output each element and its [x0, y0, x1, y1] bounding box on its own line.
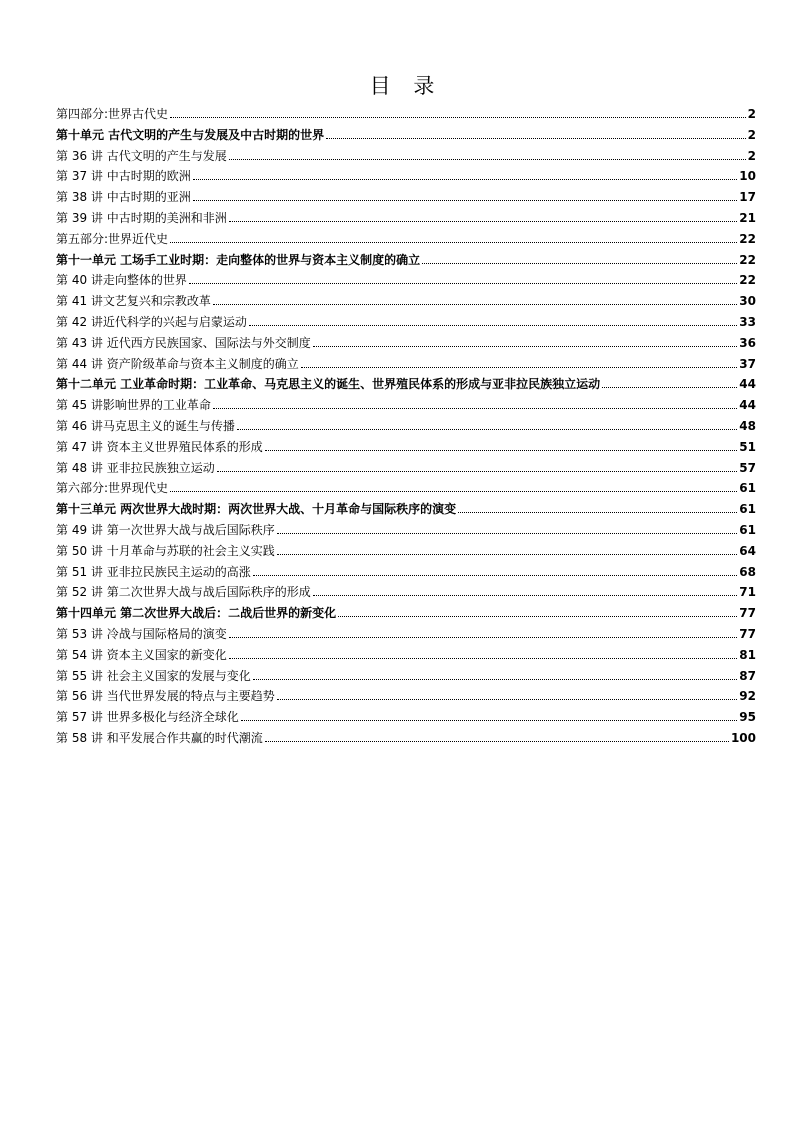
toc-entry-page-number: 71: [739, 585, 756, 600]
toc-entry[interactable]: [56, 374, 756, 395]
toc-entry-label: 第 46 讲马克思主义的诞生与传播: [56, 418, 235, 433]
toc-entry-page-number: 2: [747, 107, 756, 121]
toc-dot-leader: [265, 741, 729, 742]
toc-entry-label: 第 36 讲 古代文明的产生与发展: [56, 148, 227, 163]
toc-entry[interactable]: [56, 208, 756, 229]
toc-dot-leader: [213, 408, 737, 409]
toc-dot-leader: [237, 429, 737, 430]
toc-entry-page-number: 44: [739, 377, 756, 392]
toc-entry-label: 第 38 讲 中古时期的亚洲: [56, 190, 191, 205]
toc-entry-label: 第 55 讲 社会主义国家的发展与变化: [56, 668, 251, 683]
toc-entry-page-number: 92: [739, 689, 756, 704]
toc-dot-leader: [213, 304, 737, 305]
toc-entry-label: 第 37 讲 中古时期的欧洲: [56, 169, 191, 184]
toc-dot-leader: [229, 159, 746, 160]
toc-entry[interactable]: [56, 624, 756, 645]
toc-entry-page-number: 87: [739, 668, 756, 683]
toc-entry[interactable]: [56, 499, 756, 520]
toc-entry[interactable]: [56, 146, 756, 167]
toc-entry[interactable]: [56, 520, 756, 541]
toc-entry-label: 第五部分:世界近代史: [56, 231, 169, 246]
toc-list: [56, 104, 756, 749]
toc-dot-leader: [602, 387, 737, 388]
toc-entry[interactable]: [56, 707, 756, 728]
toc-entry-page-number: 30: [739, 294, 756, 309]
toc-dot-leader: [170, 491, 737, 492]
toc-dot-leader: [217, 471, 738, 472]
toc-dot-leader: [189, 283, 737, 284]
toc-entry[interactable]: [56, 166, 756, 187]
toc-entry[interactable]: [56, 291, 756, 312]
toc-entry-page-number: 100: [730, 730, 756, 745]
toc-entry-label: 第十单元 古代文明的产生与发展及中古时期的世界: [56, 127, 325, 142]
toc-entry-page-number: 22: [739, 273, 756, 288]
toc-entry-page-number: 10: [739, 169, 756, 184]
toc-entry-page-number: 48: [739, 418, 756, 433]
toc-entry-page-number: 51: [739, 439, 756, 454]
toc-entry[interactable]: [56, 437, 756, 458]
toc-dot-leader: [229, 637, 738, 638]
toc-entry-page-number: 64: [739, 543, 756, 558]
toc-dot-leader: [338, 616, 737, 617]
toc-dot-leader: [253, 575, 738, 576]
toc-dot-leader: [170, 117, 746, 118]
toc-entry-label: 第十二单元 工业革命时期：工业革命、马克思主义的诞生、世界殖民体系的形成与亚非拉民族独立运动: [56, 377, 601, 392]
toc-dot-leader: [265, 450, 738, 451]
toc-dot-leader: [241, 720, 738, 721]
toc-entry[interactable]: [56, 541, 756, 562]
toc-entry-label: 第四部分:世界古代史: [56, 107, 169, 121]
toc-entry[interactable]: [56, 562, 756, 583]
toc-entry-label: 第 51 讲 亚非拉民族民主运动的高涨: [56, 564, 251, 579]
toc-entry-page-number: 61: [739, 481, 756, 496]
toc-entry-page-number: 2: [747, 148, 756, 163]
toc-entry-label: 第 53 讲 冷战与国际格局的演变: [56, 626, 227, 641]
toc-entry[interactable]: [56, 229, 756, 250]
toc-entry[interactable]: [56, 686, 756, 707]
toc-dot-leader: [249, 325, 737, 326]
toc-entry-page-number: 61: [739, 502, 756, 517]
toc-dot-leader: [277, 554, 738, 555]
toc-entry[interactable]: [56, 728, 756, 749]
toc-entry-label: 第 42 讲近代科学的兴起与启蒙运动: [56, 314, 247, 329]
toc-entry-label: 第 45 讲影响世界的工业革命: [56, 398, 211, 413]
toc-entry[interactable]: [56, 187, 756, 208]
toc-entry-page-number: 68: [739, 564, 756, 579]
toc-dot-leader: [277, 699, 738, 700]
toc-entry-label: 第 41 讲文艺复兴和宗教改革: [56, 294, 211, 309]
toc-entry-label: 第 40 讲走向整体的世界: [56, 273, 187, 288]
toc-entry-page-number: 22: [739, 231, 756, 246]
toc-entry[interactable]: [56, 312, 756, 333]
toc-entry-label: 第 44 讲 资产阶级革命与资本主义制度的确立: [56, 356, 299, 371]
toc-entry-label: 第 39 讲 中古时期的美洲和非洲: [56, 210, 227, 225]
toc-entry-page-number: 77: [739, 626, 756, 641]
toc-dot-leader: [301, 367, 738, 368]
toc-entry[interactable]: [56, 603, 756, 624]
toc-dot-leader: [229, 658, 738, 659]
toc-dot-leader: [313, 595, 738, 596]
toc-title: 目 录: [369, 74, 443, 98]
toc-entry-label: 第 47 讲 资本主义世界殖民体系的形成: [56, 439, 263, 454]
toc-dot-leader: [193, 200, 738, 201]
toc-entry-page-number: 44: [739, 398, 756, 413]
toc-entry-label: 第 56 讲 当代世界发展的特点与主要趋势: [56, 689, 275, 704]
toc-entry[interactable]: [56, 666, 756, 687]
toc-dot-leader: [313, 346, 738, 347]
toc-entry-label: 第十三单元 两次世界大战时期：两次世界大战、十月革命与国际秩序的演变: [56, 502, 457, 517]
toc-entry-label: 第 54 讲 资本主义国家的新变化: [56, 647, 227, 662]
toc-entry-page-number: 37: [739, 356, 756, 371]
toc-page: [56, 68, 756, 749]
toc-entry[interactable]: [56, 125, 756, 146]
toc-entry[interactable]: [56, 582, 756, 603]
toc-entry-page-number: 22: [739, 252, 756, 267]
toc-entry[interactable]: [56, 270, 756, 291]
toc-dot-leader: [253, 679, 738, 680]
toc-dot-leader: [193, 179, 738, 180]
toc-entry-label: 第 50 讲 十月革命与苏联的社会主义实践: [56, 543, 275, 558]
toc-entry[interactable]: [56, 395, 756, 416]
toc-entry-page-number: 61: [739, 522, 756, 537]
toc-entry-label: 第 57 讲 世界多极化与经济全球化: [56, 710, 239, 725]
toc-entry-page-number: 21: [739, 210, 756, 225]
toc-dot-leader: [326, 138, 745, 139]
toc-entry[interactable]: [56, 416, 756, 437]
toc-entry-page-number: 95: [739, 710, 756, 725]
toc-dot-leader: [422, 263, 737, 264]
toc-entry[interactable]: [56, 104, 756, 125]
toc-entry-page-number: 2: [747, 127, 756, 142]
toc-dot-leader: [170, 242, 737, 243]
toc-entry[interactable]: [56, 354, 756, 375]
toc-entry-page-number: 57: [739, 460, 756, 475]
toc-entry-label: 第六部分:世界现代史: [56, 481, 169, 496]
toc-entry-page-number: 33: [739, 314, 756, 329]
toc-entry-label: 第 52 讲 第二次世界大战与战后国际秩序的形成: [56, 585, 311, 600]
toc-dot-leader: [458, 512, 737, 513]
toc-dot-leader: [229, 221, 738, 222]
toc-entry-label: 第十四单元 第二次世界大战后：二战后世界的新变化: [56, 606, 337, 621]
toc-dot-leader: [277, 533, 738, 534]
toc-entry-label: 第十一单元 工场手工业时期：走向整体的世界与资本主义制度的确立: [56, 252, 421, 267]
toc-entry-label: 第 48 讲 亚非拉民族独立运动: [56, 460, 215, 475]
toc-entry[interactable]: [56, 645, 756, 666]
toc-entry-page-number: 36: [739, 335, 756, 350]
toc-entry-page-number: 17: [739, 190, 756, 205]
toc-entry[interactable]: [56, 250, 756, 271]
toc-entry-label: 第 58 讲 和平发展合作共赢的时代潮流: [56, 730, 263, 745]
toc-entry-page-number: 81: [739, 647, 756, 662]
toc-entry-page-number: 77: [739, 606, 756, 621]
toc-entry-label: 第 49 讲 第一次世界大战与战后国际秩序: [56, 522, 275, 537]
toc-entry-label: 第 43 讲 近代西方民族国家、国际法与外交制度: [56, 335, 311, 350]
toc-entry[interactable]: [56, 333, 756, 354]
toc-entry[interactable]: [56, 458, 756, 479]
toc-entry[interactable]: [56, 478, 756, 499]
